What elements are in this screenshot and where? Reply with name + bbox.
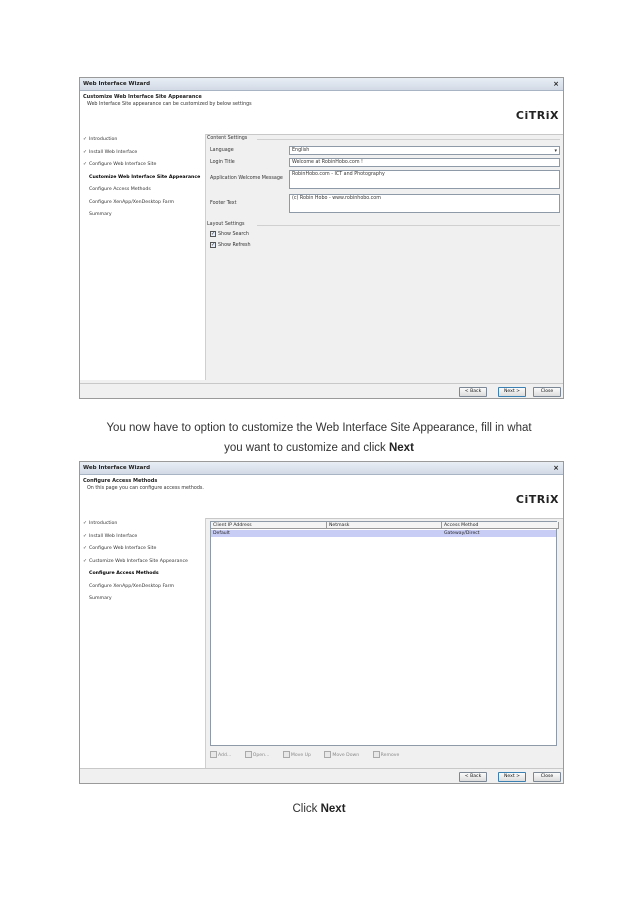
citrix-logo: CiTRiX (515, 493, 559, 506)
next-button[interactable]: Next > (498, 387, 526, 397)
back-button[interactable]: < Back (459, 387, 487, 397)
checkbox-icon (210, 231, 216, 237)
window-title: Web Interface Wizard (83, 465, 151, 471)
check-icon: ✓ (83, 149, 87, 155)
open-button[interactable]: Open... (245, 753, 276, 758)
welcome-message-input[interactable]: RobinHobo.com - ICT and Photography (289, 170, 560, 189)
wizard-header (80, 475, 563, 519)
step-access-methods: Configure Access Methods (89, 571, 159, 576)
arrow-up-icon (283, 751, 290, 758)
check-icon: ✓ (83, 533, 87, 539)
remove-button[interactable]: Remove (373, 753, 406, 758)
window-titlebar (80, 462, 563, 475)
table-row[interactable] (211, 530, 556, 537)
language-label: Language (210, 148, 234, 153)
back-button[interactable]: < Back (459, 772, 487, 782)
step-summary: Summary (89, 596, 112, 601)
step-farm: Configure XenApp/XenDesktop Farm (89, 583, 175, 589)
close-button[interactable]: Close (533, 387, 561, 397)
page-subtitle: Web Interface Site appearance can be customized by below settings (87, 102, 252, 107)
column-header-ip[interactable]: Client IP Address (211, 522, 327, 529)
move-up-button[interactable]: Move Up (283, 753, 317, 758)
language-select[interactable]: English ▾ (289, 146, 560, 155)
step-install: ✓ Install Web Interface (80, 531, 205, 544)
citrix-logo: CiTRiX (515, 109, 559, 122)
wizard-footer (80, 768, 563, 783)
check-icon: ✓ (83, 162, 87, 167)
close-icon[interactable]: × (553, 464, 559, 472)
settings-panel (207, 134, 560, 251)
caption-next: Click Next (292, 803, 346, 815)
step-customize-appearance: Customize Web Interface Site Appearance (89, 174, 201, 180)
check-icon: ✓ (83, 137, 87, 142)
page-title: Configure Access Methods (83, 478, 158, 484)
step-introduction: ✓ Introduction (80, 134, 205, 147)
wizard-screenshot-access-methods (79, 461, 564, 784)
check-icon: ✓ (83, 546, 87, 551)
wizard-steps (80, 134, 206, 380)
page-subtitle: On this page you can configure access methods. (87, 486, 204, 491)
footer-text-input[interactable]: (c) Robin Hobo - www.robinhobo.com (289, 194, 560, 213)
window-title: Web Interface Wizard (83, 81, 151, 87)
step-farm: Configure XenApp/XenDesktop Farm (89, 199, 175, 205)
show-search-checkbox[interactable]: ✓Show Search (207, 229, 560, 240)
access-methods-table (210, 521, 557, 746)
column-header-netmask[interactable]: Netmask (327, 522, 442, 529)
caption-appearance: You now have to option to customize the Web Interface Site Appearance, fill in what you want to customize and click Next (106, 422, 532, 454)
add-button[interactable]: Add... (210, 753, 237, 758)
content-settings-heading: Content Settings (207, 134, 560, 143)
arrow-down-icon (324, 751, 331, 758)
welcome-message-label: Application Welcome Message (210, 176, 283, 181)
step-access-methods: Configure Access Methods (89, 187, 151, 192)
wizard-steps (80, 518, 206, 768)
wizard-footer (80, 383, 563, 398)
cell-method: Gateway/Direct (444, 531, 480, 536)
show-refresh-checkbox[interactable]: ✓Show Refresh (207, 240, 560, 251)
footer-text-label: Footer Text (210, 201, 237, 206)
cell-ip: Default (213, 531, 230, 536)
next-button[interactable]: Next > (498, 772, 526, 782)
layout-settings-heading: Layout Settings (207, 220, 560, 229)
chevron-down-icon: ▾ (554, 148, 557, 154)
step-summary: Summary (89, 212, 112, 217)
checkbox-icon (210, 242, 216, 248)
page-title: Customize Web Interface Site Appearance (83, 94, 202, 100)
login-title-input[interactable]: Welcome at RobinHobo.com ! (289, 158, 560, 167)
move-down-button[interactable]: Move Down (324, 753, 365, 758)
check-icon: ✓ (83, 558, 87, 564)
window-titlebar (80, 78, 563, 91)
cell-netmask (327, 530, 329, 537)
add-icon (210, 751, 217, 758)
wizard-screenshot-appearance (79, 77, 564, 399)
step-configure-site: ✓ Configure Web Interface Site (80, 543, 205, 556)
remove-icon (373, 751, 380, 758)
step-customize-appearance: ✓ Customize Web Interface Site Appearance (80, 556, 205, 569)
step-install: ✓ Install Web Interface (80, 147, 205, 160)
table-toolbar (210, 751, 411, 758)
column-header-method[interactable]: Access Method (442, 522, 559, 529)
close-button[interactable]: Close (533, 772, 561, 782)
wizard-header (80, 91, 563, 135)
login-title-label: Login Title (210, 160, 235, 165)
check-icon: ✓ (83, 521, 87, 526)
access-methods-panel (207, 518, 560, 768)
close-icon[interactable]: × (553, 80, 559, 88)
open-icon (245, 751, 252, 758)
step-configure-site: ✓ Configure Web Interface Site (80, 159, 205, 172)
step-introduction: ✓ Introduction (80, 518, 205, 531)
